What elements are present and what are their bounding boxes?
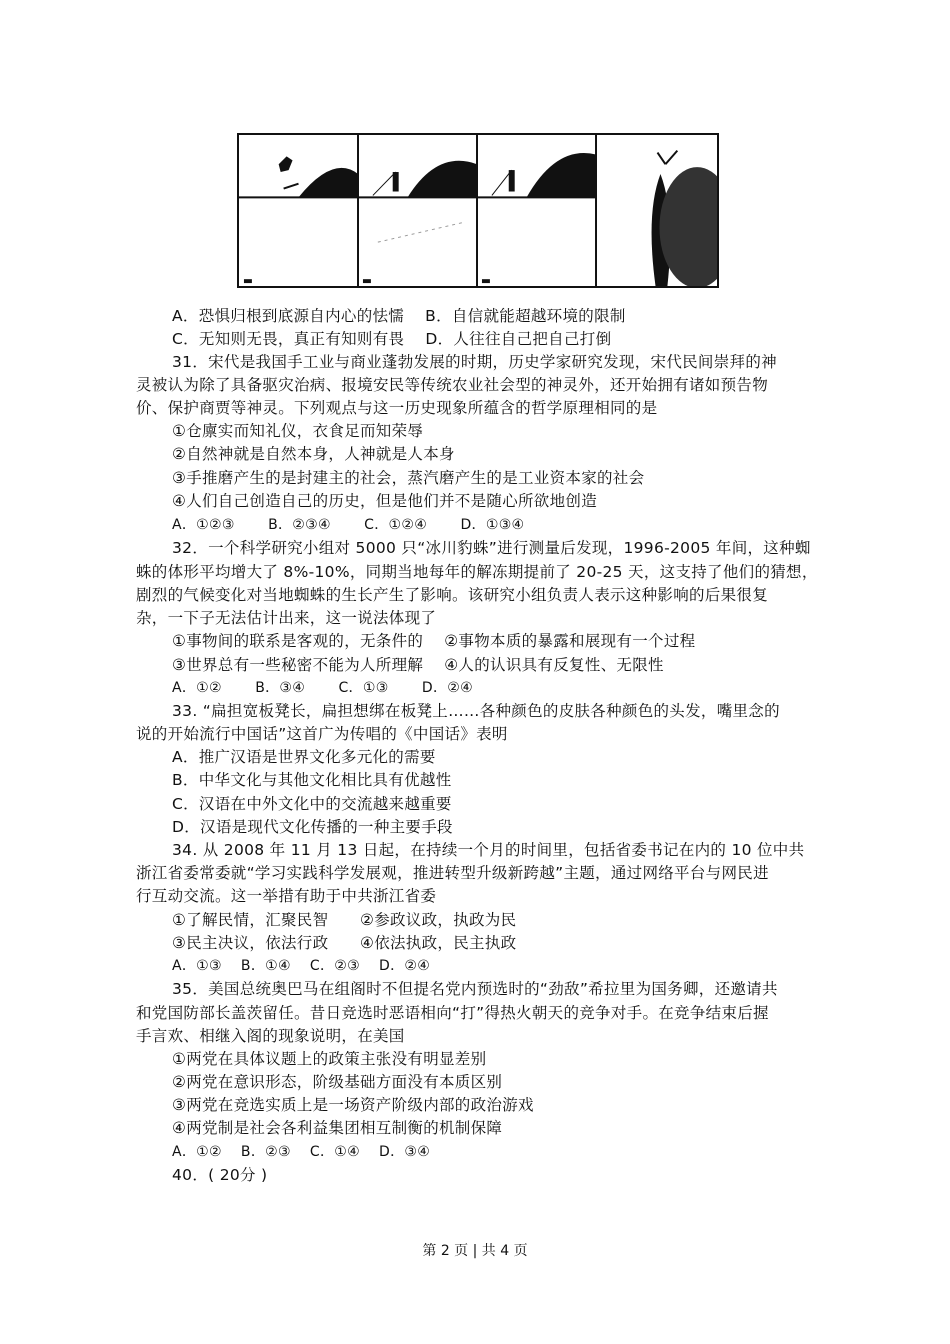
q35-stem-line3: 手言欢、相继入阁的现象说明，在美国: [136, 1027, 405, 1045]
q35-stem-line1: 35．美国总统奥巴马在组阁时不但提名党内预选时的“劲敌”希拉里为国务卿，还邀请共: [172, 980, 778, 998]
q35-item2: ②两党在意识形态，阶级基础方面没有本质区别: [172, 1073, 503, 1091]
q33-option-b: B．中华文化与其他文化相比具有优越性: [172, 771, 452, 789]
q33-stem-line1: 33. “扁担宽板凳长，扁担想绑在板凳上……各种颜色的皮肤各种颜色的头发，嘴里念的: [172, 702, 780, 720]
q31-stem-line1: 31．宋代是我国手工业与商业蓬勃发展的时期，历史学家研究发现，宋代民间崇拜的神: [172, 353, 777, 371]
q31-item1: ①仓廪实而知礼仪，衣食足而知荣辱: [172, 422, 424, 440]
q35-item4: ④两党制是社会各利益集团相互制衡的机制保障: [172, 1119, 503, 1137]
q32-items-34: ③世界总有一些秘密不能为人所理解 ④人的认识具有反复性、无限性: [172, 656, 664, 674]
q33-option-d: D．汉语是现代文化传播的一种主要手段: [172, 818, 453, 836]
q31-answers: A．①②③ B．②③④ C．①②④ D．①③④: [172, 517, 525, 533]
q35-answers: A．①② B．②③ C．①④ D．③④: [172, 1144, 431, 1160]
q31-stem-line3: 价、保护商贾等神灵。下列观点与这一历史现象所蕴含的哲学原理相同的是: [136, 399, 658, 417]
q35-item1: ①两党在具体议题上的政策主张没有明显差别: [172, 1050, 487, 1068]
q32-answers: A．①② B．③④ C．①③ D．②④: [172, 680, 473, 696]
q32-stem-line4: 杂，一下子无法估计出来，这一说法体现了: [136, 609, 437, 627]
q31-item3: ③手推磨产生的是封建主的社会，蒸汽磨产生的是工业资本家的社会: [172, 469, 645, 487]
q35-stem-line2: 和党国防部长盖茨留任。昔日竞选时恶语相向“打”得热火朝天的竞争对手。在竞争结束后握: [136, 1004, 769, 1022]
q33-option-c: C．汉语在中外文化中的交流越来越重要: [172, 795, 452, 813]
q34-stem-line2: 浙江省委常委就“学习实践科学发展观，推进转型升级新跨越”主题，通过网络平台与网民进: [136, 864, 769, 882]
q33-option-a: A．推广汉语是世界文化多元化的需要: [172, 748, 436, 766]
q32-stem-line1: 32．一个科学研究小组对 5000 只“冰川豹蛛”进行测量后发现，1996-2005 年间，这种蜘: [172, 539, 811, 557]
q31-item4: ④人们自己创造自己的历史，但是他们并不是随心所欲地创造: [172, 492, 597, 510]
q40-heading: 40．( 20分 ): [172, 1166, 268, 1184]
q32-stem-line3: 剧烈的气候变化对当地蜘蛛的生长产生了影响。该研究小组负责人表示这种影响的后果很复: [136, 586, 769, 604]
q32-stem-line2: 蛛的体形平均增大了 8%-10%，同期当地每年的解冻期提前了 20-25 天，这支持了他们的猜想，: [136, 563, 818, 581]
q34-stem-line1: 34. 从 2008 年 11 月 13 日起，在持续一个月的时间里，包括省委书记在内的 10 位中共: [172, 841, 805, 859]
q33-stem-line2: 说的开始流行中国话”这首广为传唱的《中国话》表明: [136, 725, 508, 743]
q35-item3: ③两党在竞选实质上是一场资产阶级内部的政治游戏: [172, 1096, 534, 1114]
q34-items-34: ③民主决议，依法行政 ④依法执政，民主执政: [172, 934, 517, 952]
q34-answers: A．①③ B．①④ C．②③ D．②④: [172, 958, 431, 974]
cartoon-image: [237, 133, 719, 288]
q34-items-12: ①了解民情，汇聚民智 ②参政议政，执政为民: [172, 911, 517, 929]
page-footer: 第 2 页 | 共 4 页: [422, 1243, 528, 1259]
q31-stem-line2: 灵被认为除了具备驱灾治病、报境安民等传统农业社会型的神灵外，还开始拥有诸如预告物: [136, 376, 769, 394]
q34-stem-line3: 行互动交流。这一举措有助于中共浙江省委: [136, 887, 437, 905]
q30-options-ab: A．恐惧归根到底源自内心的怯懦 B．自信就能超越环境的限制: [172, 307, 626, 325]
q31-item2: ②自然神就是自然本身，人神就是人本身: [172, 445, 455, 463]
q32-items-12: ①事物间的联系是客观的，无条件的 ②事物本质的暴露和展现有一个过程: [172, 632, 696, 650]
comic-strip-drawing: [239, 135, 717, 286]
q30-options-cd: C．无知则无畏，真正有知则有畏 D．人往往自己把自己打倒: [172, 330, 612, 348]
